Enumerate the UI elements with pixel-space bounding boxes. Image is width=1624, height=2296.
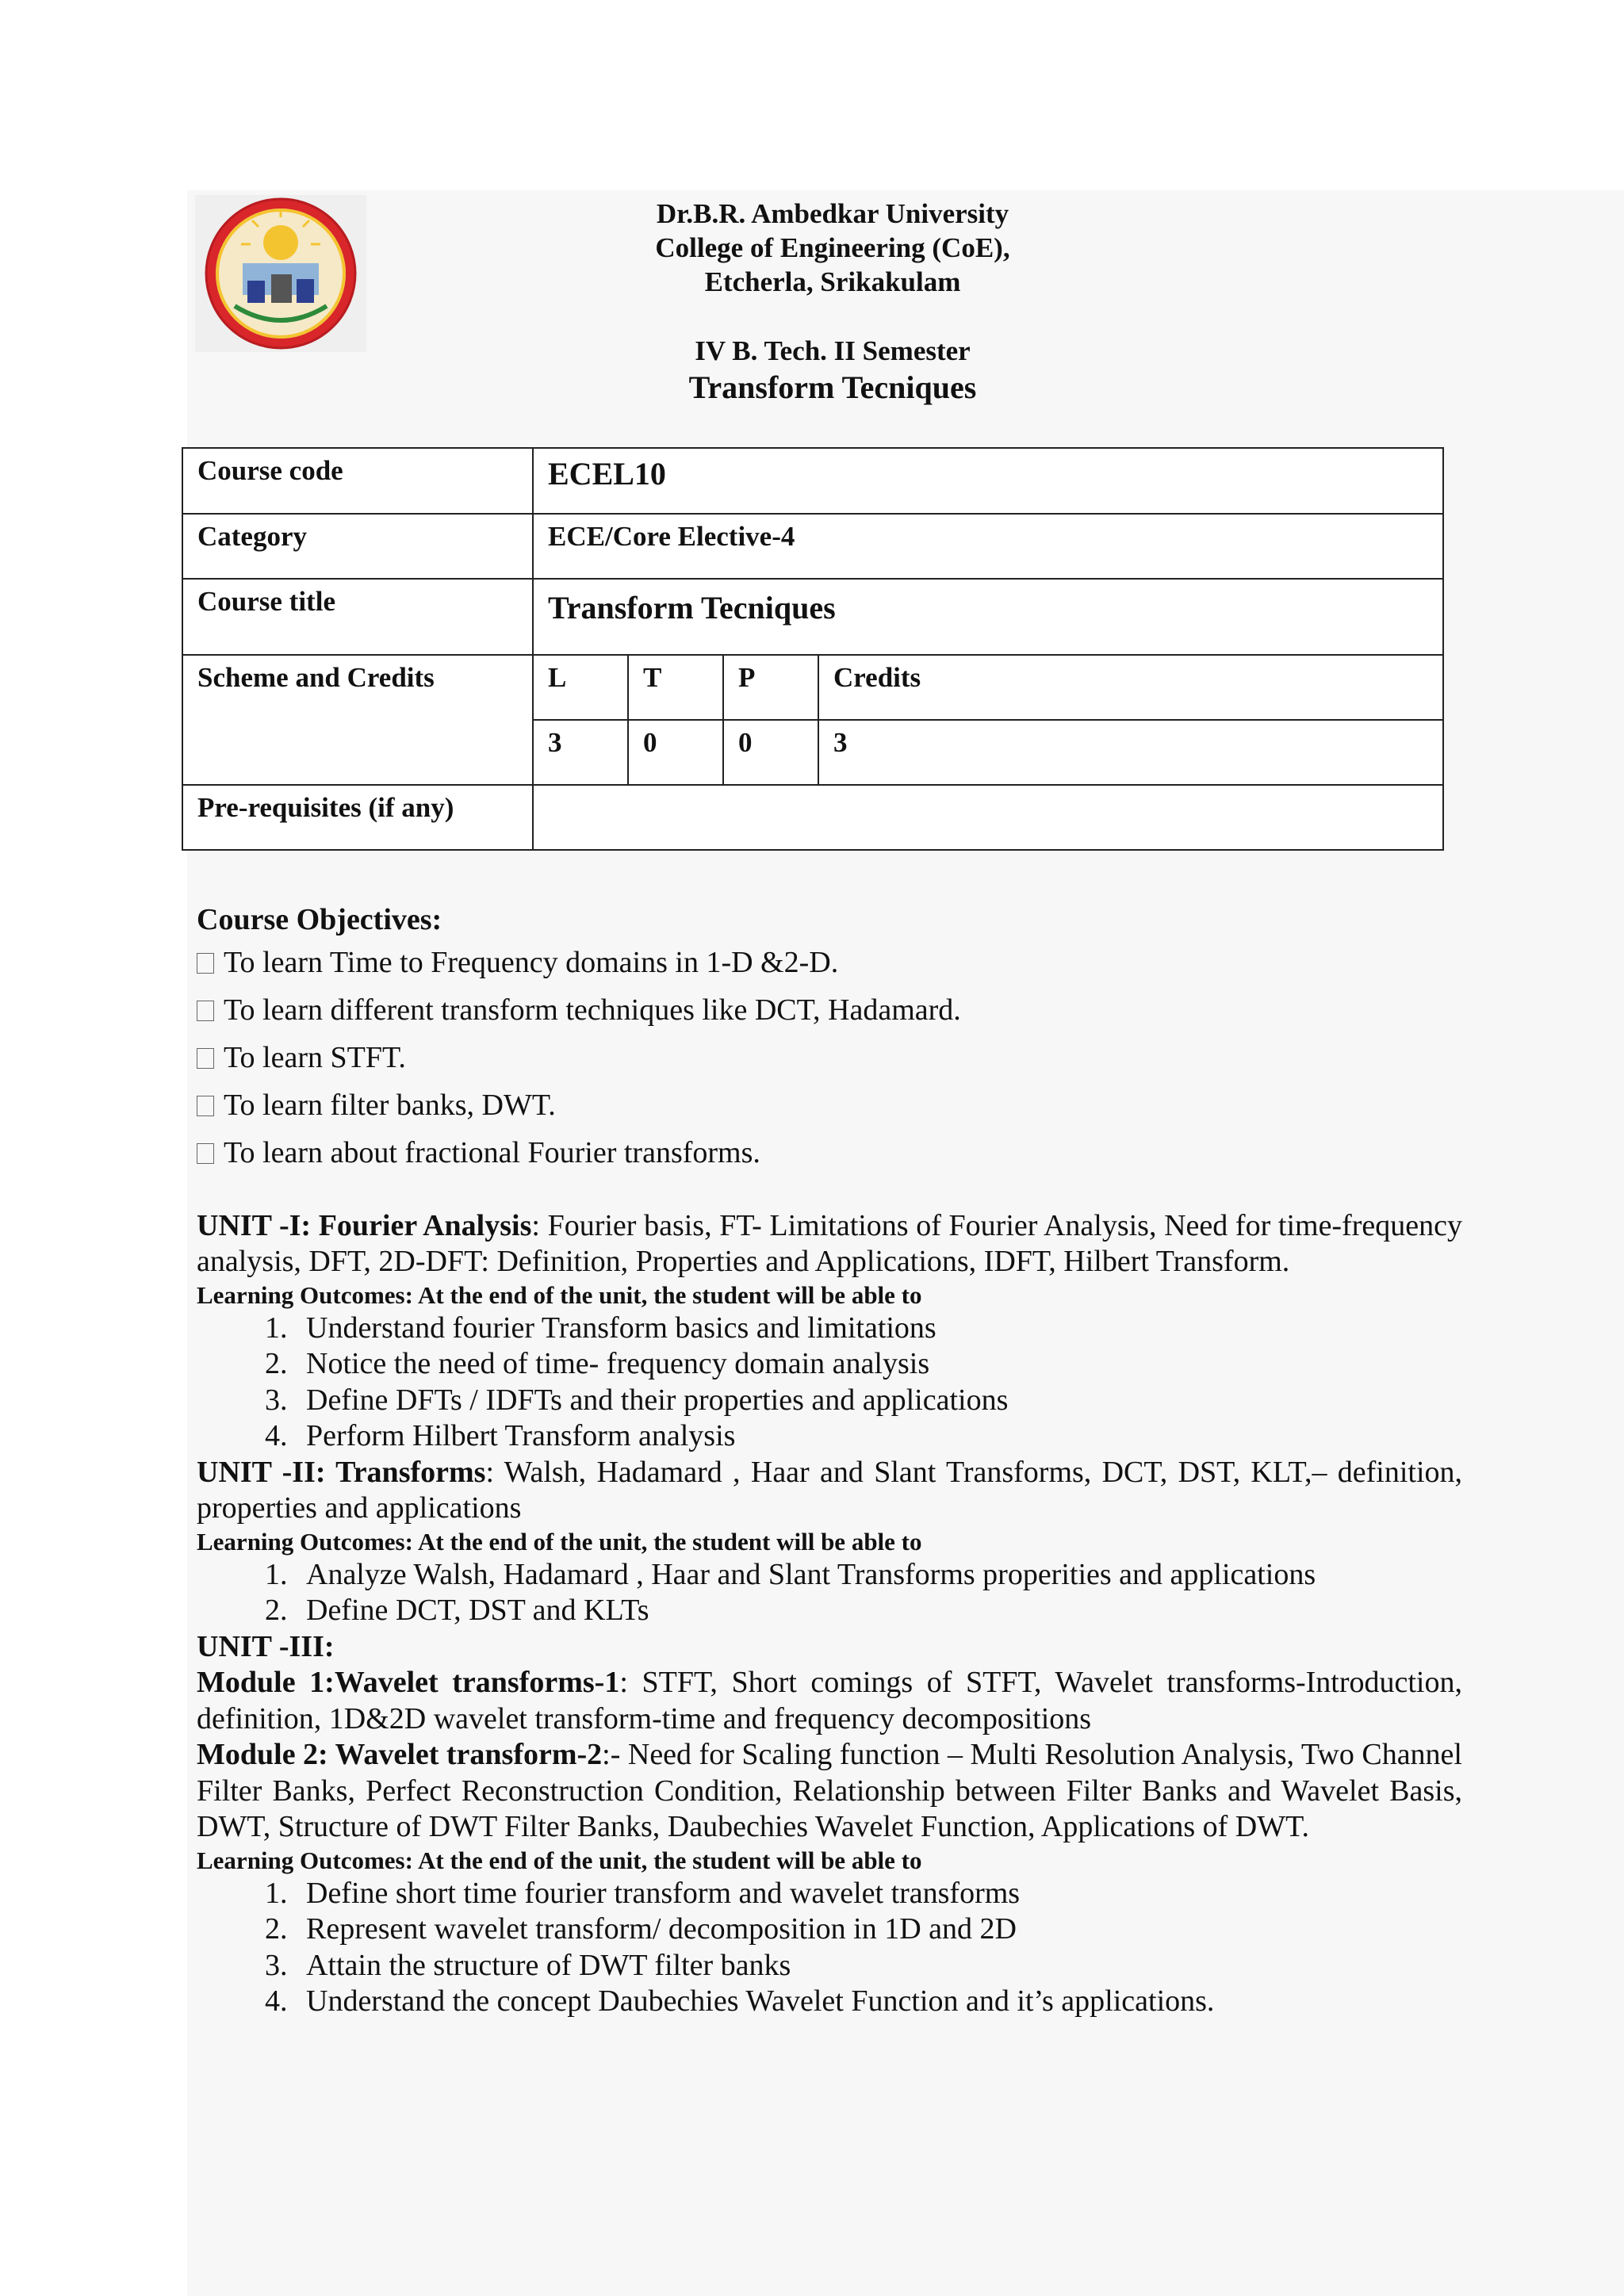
list-item: 1. Define short time fourier transform and wavelet transforms xyxy=(295,1876,1462,1912)
scheme-header-t: T xyxy=(628,655,723,720)
table-row xyxy=(182,579,1443,655)
list-item: 2. Represent wavelet transform/ decomposition in 1D and 2D xyxy=(295,1911,1462,1948)
list-item: 3. Define DFTs / IDFTs and their properties and applications xyxy=(295,1383,1462,1419)
scheme-header-l: L xyxy=(533,655,628,720)
checkbox-glyph-icon xyxy=(197,953,214,974)
module-1-title: Module 1:Wavelet transforms-1 xyxy=(197,1666,620,1699)
unit-1-title: UNIT -I: Fourier Analysis xyxy=(197,1208,532,1242)
table-row xyxy=(182,655,1443,720)
scheme-header-credits: Credits xyxy=(818,655,1443,720)
semester-label: IV B. Tech. II Semester xyxy=(695,335,971,366)
course-info-table xyxy=(182,447,1444,851)
scheme-credits-label: Scheme and Credits xyxy=(182,655,533,785)
college-location: Etcherla, Srikakulam xyxy=(704,266,961,297)
university-logo xyxy=(195,195,366,352)
scheme-value-p: 0 xyxy=(723,720,818,785)
objective-item: To learn STFT. xyxy=(197,1034,1462,1081)
scheme-value-t: 0 xyxy=(628,720,723,785)
list-item: 4. Understand the concept Daubechies Wavelet Function and it’s applications. xyxy=(295,1984,1462,2020)
list-item: 2. Define DCT, DST and KLTs xyxy=(295,1593,1462,1629)
list-item: 1. Understand fourier Transform basics and limitations xyxy=(295,1311,1462,1347)
unit-3-module-1: Module 1:Wavelet transforms-1: STFT, Short comings of STFT, Wavelet transforms-Introduction, definition, 1D&2D wavelet transform-time and frequency decompositions xyxy=(197,1666,1462,1735)
prerequisites-label: Pre-requisites (if any) xyxy=(182,785,533,850)
unit-2-outcomes-heading: Learning Outcomes: At the end of the unit, the student will be able to xyxy=(197,1527,922,1556)
scheme-header-p: P xyxy=(723,655,818,720)
checkbox-glyph-icon xyxy=(197,1143,214,1164)
document-header xyxy=(555,197,1110,408)
college-name: College of Engineering (CoE), xyxy=(655,232,1010,263)
course-title-value: Transform Tecniques xyxy=(533,579,1443,655)
unit-1-outcomes-heading: Learning Outcomes: At the end of the unit, the student will be able to xyxy=(197,1280,922,1309)
unit-2-description: UNIT -II: Transforms: Walsh, Hadamard , Haar and Slant Transforms, DCT, DST, KLT,– definition, properties and applications xyxy=(197,1455,1463,1525)
checkbox-glyph-icon xyxy=(197,1048,214,1069)
unit-3-title: UNIT -III: xyxy=(197,1629,335,1663)
objectives-title: Course Objectives: xyxy=(197,903,442,936)
syllabus-body xyxy=(197,902,1462,2020)
scheme-value-l: 3 xyxy=(533,720,628,785)
unit-2-title: UNIT -II: Transforms xyxy=(197,1455,486,1489)
objective-item: To learn Time to Frequency domains in 1-D &2-D. xyxy=(197,939,1462,986)
university-name: Dr.B.R. Ambedkar University xyxy=(656,198,1009,229)
checkbox-glyph-icon xyxy=(197,1001,214,1021)
list-item: 3. Attain the structure of DWT filter banks xyxy=(295,1948,1462,1984)
table-row xyxy=(182,448,1443,514)
category-label: Category xyxy=(182,514,533,579)
table-row xyxy=(182,514,1443,579)
list-item: 2. Notice the need of time- frequency domain analysis xyxy=(295,1346,1462,1383)
scheme-value-credits: 3 xyxy=(818,720,1443,785)
checkbox-glyph-icon xyxy=(197,1096,214,1116)
module-2-title: Module 2: Wavelet transform-2 xyxy=(197,1738,603,1771)
unit-1-outcomes xyxy=(197,1311,1462,1455)
objective-item: To learn about fractional Fourier transforms. xyxy=(197,1129,1462,1177)
table-row xyxy=(182,785,1443,850)
list-item: 4. Perform Hilbert Transform analysis xyxy=(295,1418,1462,1455)
list-item: 1. Analyze Walsh, Hadamard , Haar and Slant Transforms properities and applications xyxy=(295,1557,1462,1594)
category-value: ECE/Core Elective-4 xyxy=(533,514,1443,579)
unit-3-outcomes xyxy=(197,1876,1462,2020)
course-name-heading: Transform Tecniques xyxy=(688,369,977,405)
unit-3-outcomes-heading: Learning Outcomes: At the end of the unit, the student will be able to xyxy=(197,1846,922,1874)
unit-2-outcomes xyxy=(197,1557,1462,1629)
prerequisites-value xyxy=(533,785,1443,850)
objective-item: To learn filter banks, DWT. xyxy=(197,1081,1462,1129)
course-title-label: Course title xyxy=(182,579,533,655)
university-seal-icon xyxy=(195,195,366,352)
course-code-label: Course code xyxy=(182,448,533,514)
unit-3-module-2: Module 2: Wavelet transform-2:- Need for Scaling function – Multi Resolution Analysis, Two Channel Filter Banks, Perfect Reconstruction Condition, Relationship between Filter Banks and Wavelet Basis, DWT, Structure of DWT Filter Banks, Daubechies Wavelet Function, Applications of DWT. xyxy=(197,1738,1462,1843)
course-code-value: ECEL10 xyxy=(533,448,1443,514)
unit-1-description: UNIT -I: Fourier Analysis: Fourier basis, FT- Limitations of Fourier Analysis, Need for time-frequency analysis, DFT, 2D-DFT: Definition, Properties and Applications, IDFT, Hilbert Transform. xyxy=(197,1208,1462,1278)
objective-item: To learn different transform techniques like DCT, Hadamard. xyxy=(197,986,1462,1034)
